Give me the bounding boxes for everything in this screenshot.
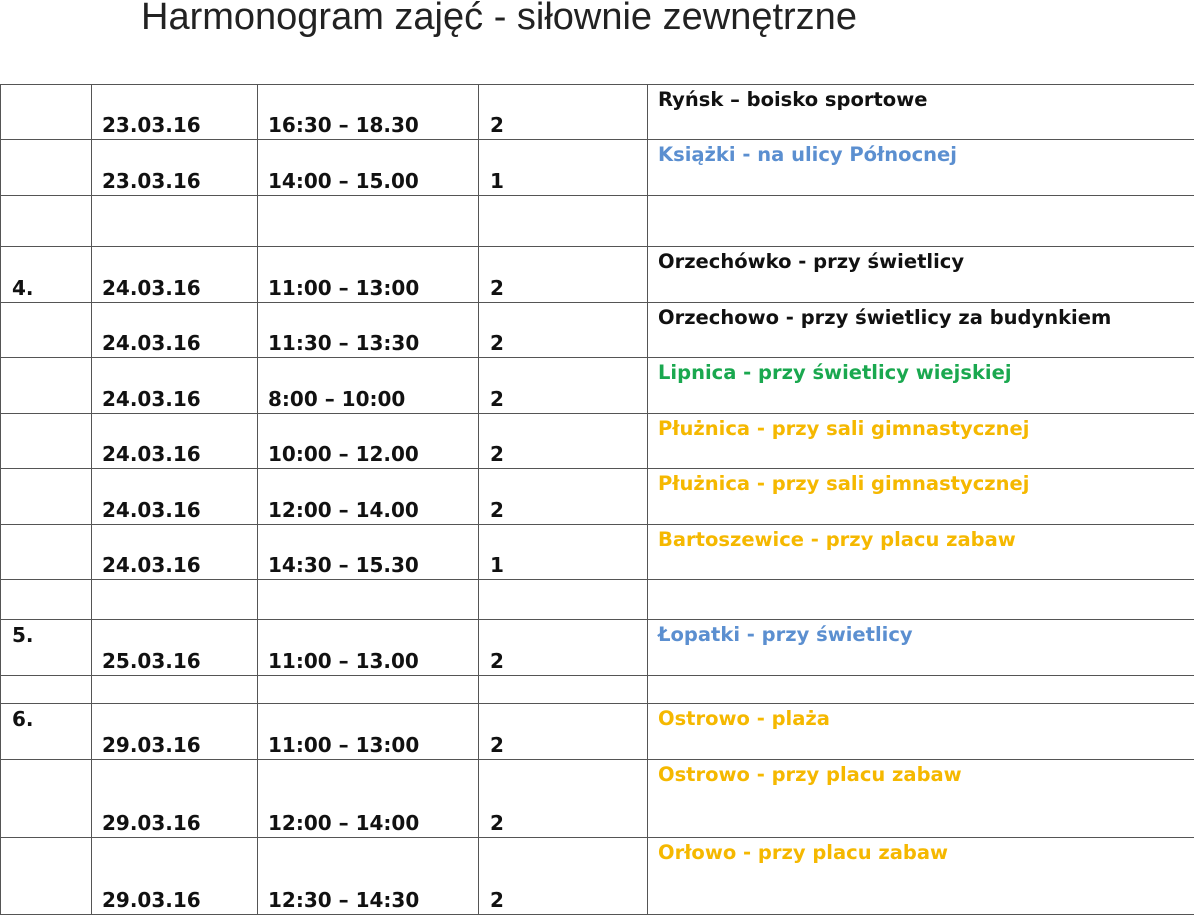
table-cell [1,838,92,915]
table-cell [479,620,648,676]
table-cell [648,85,1194,140]
table-cell [258,247,479,303]
table-cell [92,704,258,760]
table-cell [1,414,92,469]
table-row [1,676,1194,704]
table-cell [479,676,648,704]
row-count: 2 [490,276,504,300]
table-cell [648,525,1194,580]
table-row [1,247,1194,303]
table-cell [479,196,648,247]
table-cell [1,676,92,704]
table-cell [1,760,92,838]
table-row [1,580,1194,620]
table-cell [258,196,479,247]
table-cell [258,704,479,760]
row-count: 2 [490,888,504,912]
row-time: 8:00 – 10:00 [268,387,405,411]
row-number: 6. [12,707,34,731]
table-cell [258,85,479,140]
table-cell [648,676,1194,704]
row-place: Ryńsk – boisko sportowe [658,88,927,111]
table-cell [648,140,1194,196]
table-cell [648,358,1194,414]
row-time: 11:00 – 13:00 [268,276,419,300]
table-cell [258,303,479,358]
row-place: Orzechowo - przy świetlicy za budynkiem [658,306,1111,329]
table-cell [1,85,92,140]
table-cell [92,414,258,469]
table-cell [1,704,92,760]
table-cell [258,469,479,525]
table-row [1,303,1194,358]
row-time: 12:00 – 14:00 [268,811,419,835]
row-time: 11:30 – 13:30 [268,331,419,355]
table-cell [648,704,1194,760]
row-time: 14:00 – 15.00 [268,169,419,193]
table-cell [92,247,258,303]
row-count: 2 [490,498,504,522]
table-cell [1,580,92,620]
table-cell [258,580,479,620]
row-time: 10:00 – 12.00 [268,442,419,466]
table-cell [92,303,258,358]
row-place: Płużnica - przy sali gimnastycznej [658,417,1029,440]
row-date: 29.03.16 [102,811,201,835]
row-time: 16:30 – 18.30 [268,113,419,137]
table-row [1,469,1194,525]
row-number: 4. [12,276,34,300]
row-date: 25.03.16 [102,649,201,673]
table-cell [92,676,258,704]
table-cell [479,525,648,580]
row-date: 24.03.16 [102,331,201,355]
table-cell [258,676,479,704]
table-cell [479,469,648,525]
page-title: Harmonogram zajęć - siłownie zewnętrzne [141,0,857,39]
table-cell [92,469,258,525]
table-cell [1,303,92,358]
table-row [1,620,1194,676]
table-row [1,196,1194,247]
row-count: 1 [490,553,504,577]
row-time: 11:00 – 13.00 [268,649,419,673]
row-date: 23.03.16 [102,169,201,193]
table-cell [479,580,648,620]
table-cell [479,414,648,469]
table-cell [258,620,479,676]
row-place: Książki - na ulicy Północnej [658,143,957,166]
table-cell [1,140,92,196]
row-place: Bartoszewice - przy placu zabaw [658,528,1016,551]
table-cell [479,838,648,915]
row-date: 24.03.16 [102,498,201,522]
table-cell [1,196,92,247]
row-place: Lipnica - przy świetlicy wiejskiej [658,361,1012,384]
row-time: 11:00 – 13:00 [268,733,419,757]
table-cell [1,620,92,676]
table-cell [92,760,258,838]
table-cell [479,140,648,196]
row-date: 23.03.16 [102,113,201,137]
table-cell [1,358,92,414]
table-cell [92,358,258,414]
table-row [1,525,1194,580]
row-number: 5. [12,623,34,647]
table-cell [92,838,258,915]
table-cell [258,358,479,414]
table-cell [648,760,1194,838]
table-cell [258,414,479,469]
table-row [1,85,1194,140]
table-cell [648,838,1194,915]
table-cell [479,358,648,414]
row-place: Orzechówko - przy świetlicy [658,250,964,273]
row-place: Ostrowo - przy placu zabaw [658,763,962,786]
row-count: 2 [490,113,504,137]
table-cell [648,414,1194,469]
table-cell [1,247,92,303]
table-row [1,414,1194,469]
table-cell [648,303,1194,358]
row-count: 2 [490,442,504,466]
table-cell [1,469,92,525]
row-time: 12:30 – 14:30 [268,888,419,912]
table-cell [92,140,258,196]
row-date: 29.03.16 [102,888,201,912]
row-date: 24.03.16 [102,276,201,300]
table-cell [258,760,479,838]
row-time: 14:30 – 15.30 [268,553,419,577]
table-cell [648,196,1194,247]
row-date: 24.03.16 [102,387,201,411]
table-cell [648,247,1194,303]
row-place: Ostrowo - plaża [658,707,830,730]
table-cell [92,525,258,580]
table-cell [479,303,648,358]
row-count: 2 [490,811,504,835]
table-cell [648,469,1194,525]
table-row [1,140,1194,196]
row-place: Orłowo - przy placu zabaw [658,841,948,864]
table-cell [258,525,479,580]
table-cell [479,247,648,303]
row-count: 2 [490,733,504,757]
row-place: Płużnica - przy sali gimnastycznej [658,472,1029,495]
row-count: 1 [490,169,504,193]
table-cell [479,760,648,838]
table-cell [92,620,258,676]
table-cell [92,580,258,620]
table-cell [648,580,1194,620]
table-cell [1,525,92,580]
table-row [1,838,1194,915]
table-row [1,760,1194,838]
row-count: 2 [490,649,504,673]
row-date: 29.03.16 [102,733,201,757]
table-cell [92,85,258,140]
row-count: 2 [490,331,504,355]
row-count: 2 [490,387,504,411]
schedule-table [0,84,1194,915]
table-cell [258,140,479,196]
table-cell [479,704,648,760]
table-cell [648,620,1194,676]
table-cell [479,85,648,140]
table-row [1,358,1194,414]
table-row [1,704,1194,760]
table-cell [92,196,258,247]
table-cell [258,838,479,915]
row-date: 24.03.16 [102,553,201,577]
row-date: 24.03.16 [102,442,201,466]
row-place: Łopatki - przy świetlicy [658,623,913,646]
row-time: 12:00 – 14.00 [268,498,419,522]
